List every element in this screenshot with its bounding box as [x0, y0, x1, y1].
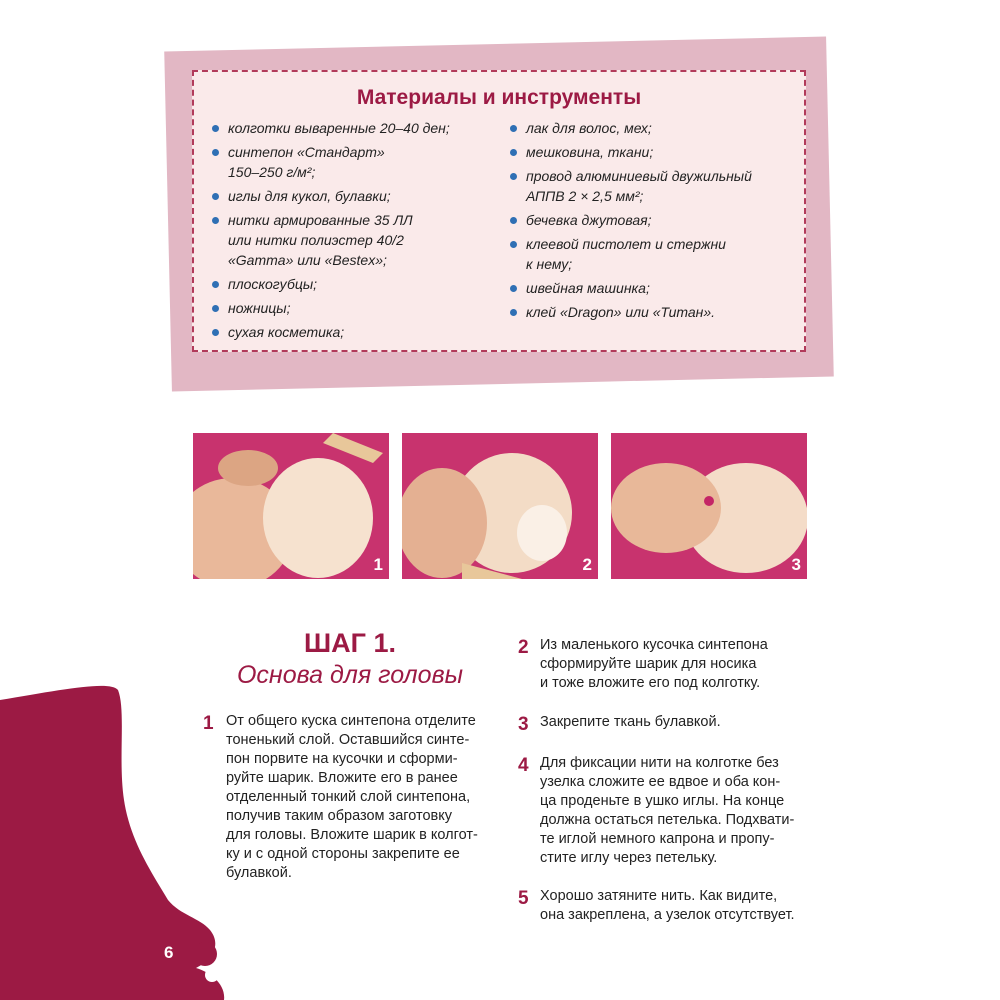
material-item: ножницы; — [212, 298, 502, 318]
material-item: синтепон «Стандарт» 150–250 г/м²; — [212, 142, 502, 182]
material-item: лак для волос, мех; — [510, 118, 800, 138]
page-number: 6 — [164, 943, 174, 962]
step-number: 4 — [518, 755, 529, 776]
step-number: 3 — [518, 714, 529, 735]
step-text: Из маленького кусочка синтепона сформируйте шарик для носика и тоже вложите его под колготку. — [540, 637, 768, 691]
material-item: швейная машинка; — [510, 278, 800, 298]
material-item: иглы для кукол, булавки; — [212, 186, 502, 206]
step-title: ШАГ 1. — [304, 628, 396, 658]
photo-hands-ball-icon — [193, 433, 389, 579]
material-item: провод алюминиевый двужильный АППВ 2 × 2,5 мм²; — [510, 166, 800, 206]
material-item: клеевой пистолет и стержни к нему; — [510, 234, 800, 274]
material-item: мешковина, ткани; — [510, 142, 800, 162]
material-item: колготки вываренные 20–40 ден; — [212, 118, 502, 138]
step-text: Хорошо затяните нить. Как видите, она закреплена, а узелок отсутствует. — [540, 888, 795, 923]
step-photo-1 — [193, 433, 389, 579]
materials-title: Материалы и инструменты — [356, 86, 642, 109]
material-item: бечевка джутовая; — [510, 210, 800, 230]
step-text: Для фиксации нити на колготке без узелка сложите ее вдвое и оба кон- ца проденьте в ушко иглы. На конце должна остаться петелька. Подхвати- те иглой немного капрона и пропу- стите иглу через петельку. — [540, 755, 795, 866]
materials-list-right — [510, 118, 800, 326]
step-subtitle: Основа для головы — [236, 661, 464, 689]
photo-number: 2 — [582, 555, 592, 574]
material-item: клей «Dragon» или «Титан». — [510, 302, 800, 322]
photo-ball-nose-icon — [402, 433, 598, 579]
step-photo-2 — [402, 433, 598, 579]
step-text: Закрепите ткань булавкой. — [540, 714, 721, 730]
materials-list-left — [212, 118, 502, 346]
materials-box — [192, 70, 806, 352]
step-number: 2 — [518, 637, 529, 658]
step-number: 1 — [203, 713, 214, 734]
photo-pin-icon — [611, 433, 807, 579]
step-text: От общего куска синтепона отделите тоненький слой. Оставшийся синте- пон порвите на кусочки и сформи- руйте шарик. Вложите его в ранее отделенный тонкий слой синтепона, получив таким образом заготовку для головы. Вложите шарик в колгот- ку и с одной стороны закрепите ее булавкой. — [226, 713, 478, 881]
photo-number: 1 — [373, 555, 383, 574]
step-number: 5 — [518, 888, 529, 909]
material-item: сухая косметика; — [212, 322, 502, 342]
step-photo-3 — [611, 433, 807, 579]
photo-number: 3 — [791, 555, 801, 574]
material-item: нитки армированные 35 ЛЛ или нитки полиэстер 40/2 «Gamma» или «Bestex»; — [212, 210, 502, 270]
material-item: плоскогубцы; — [212, 274, 502, 294]
